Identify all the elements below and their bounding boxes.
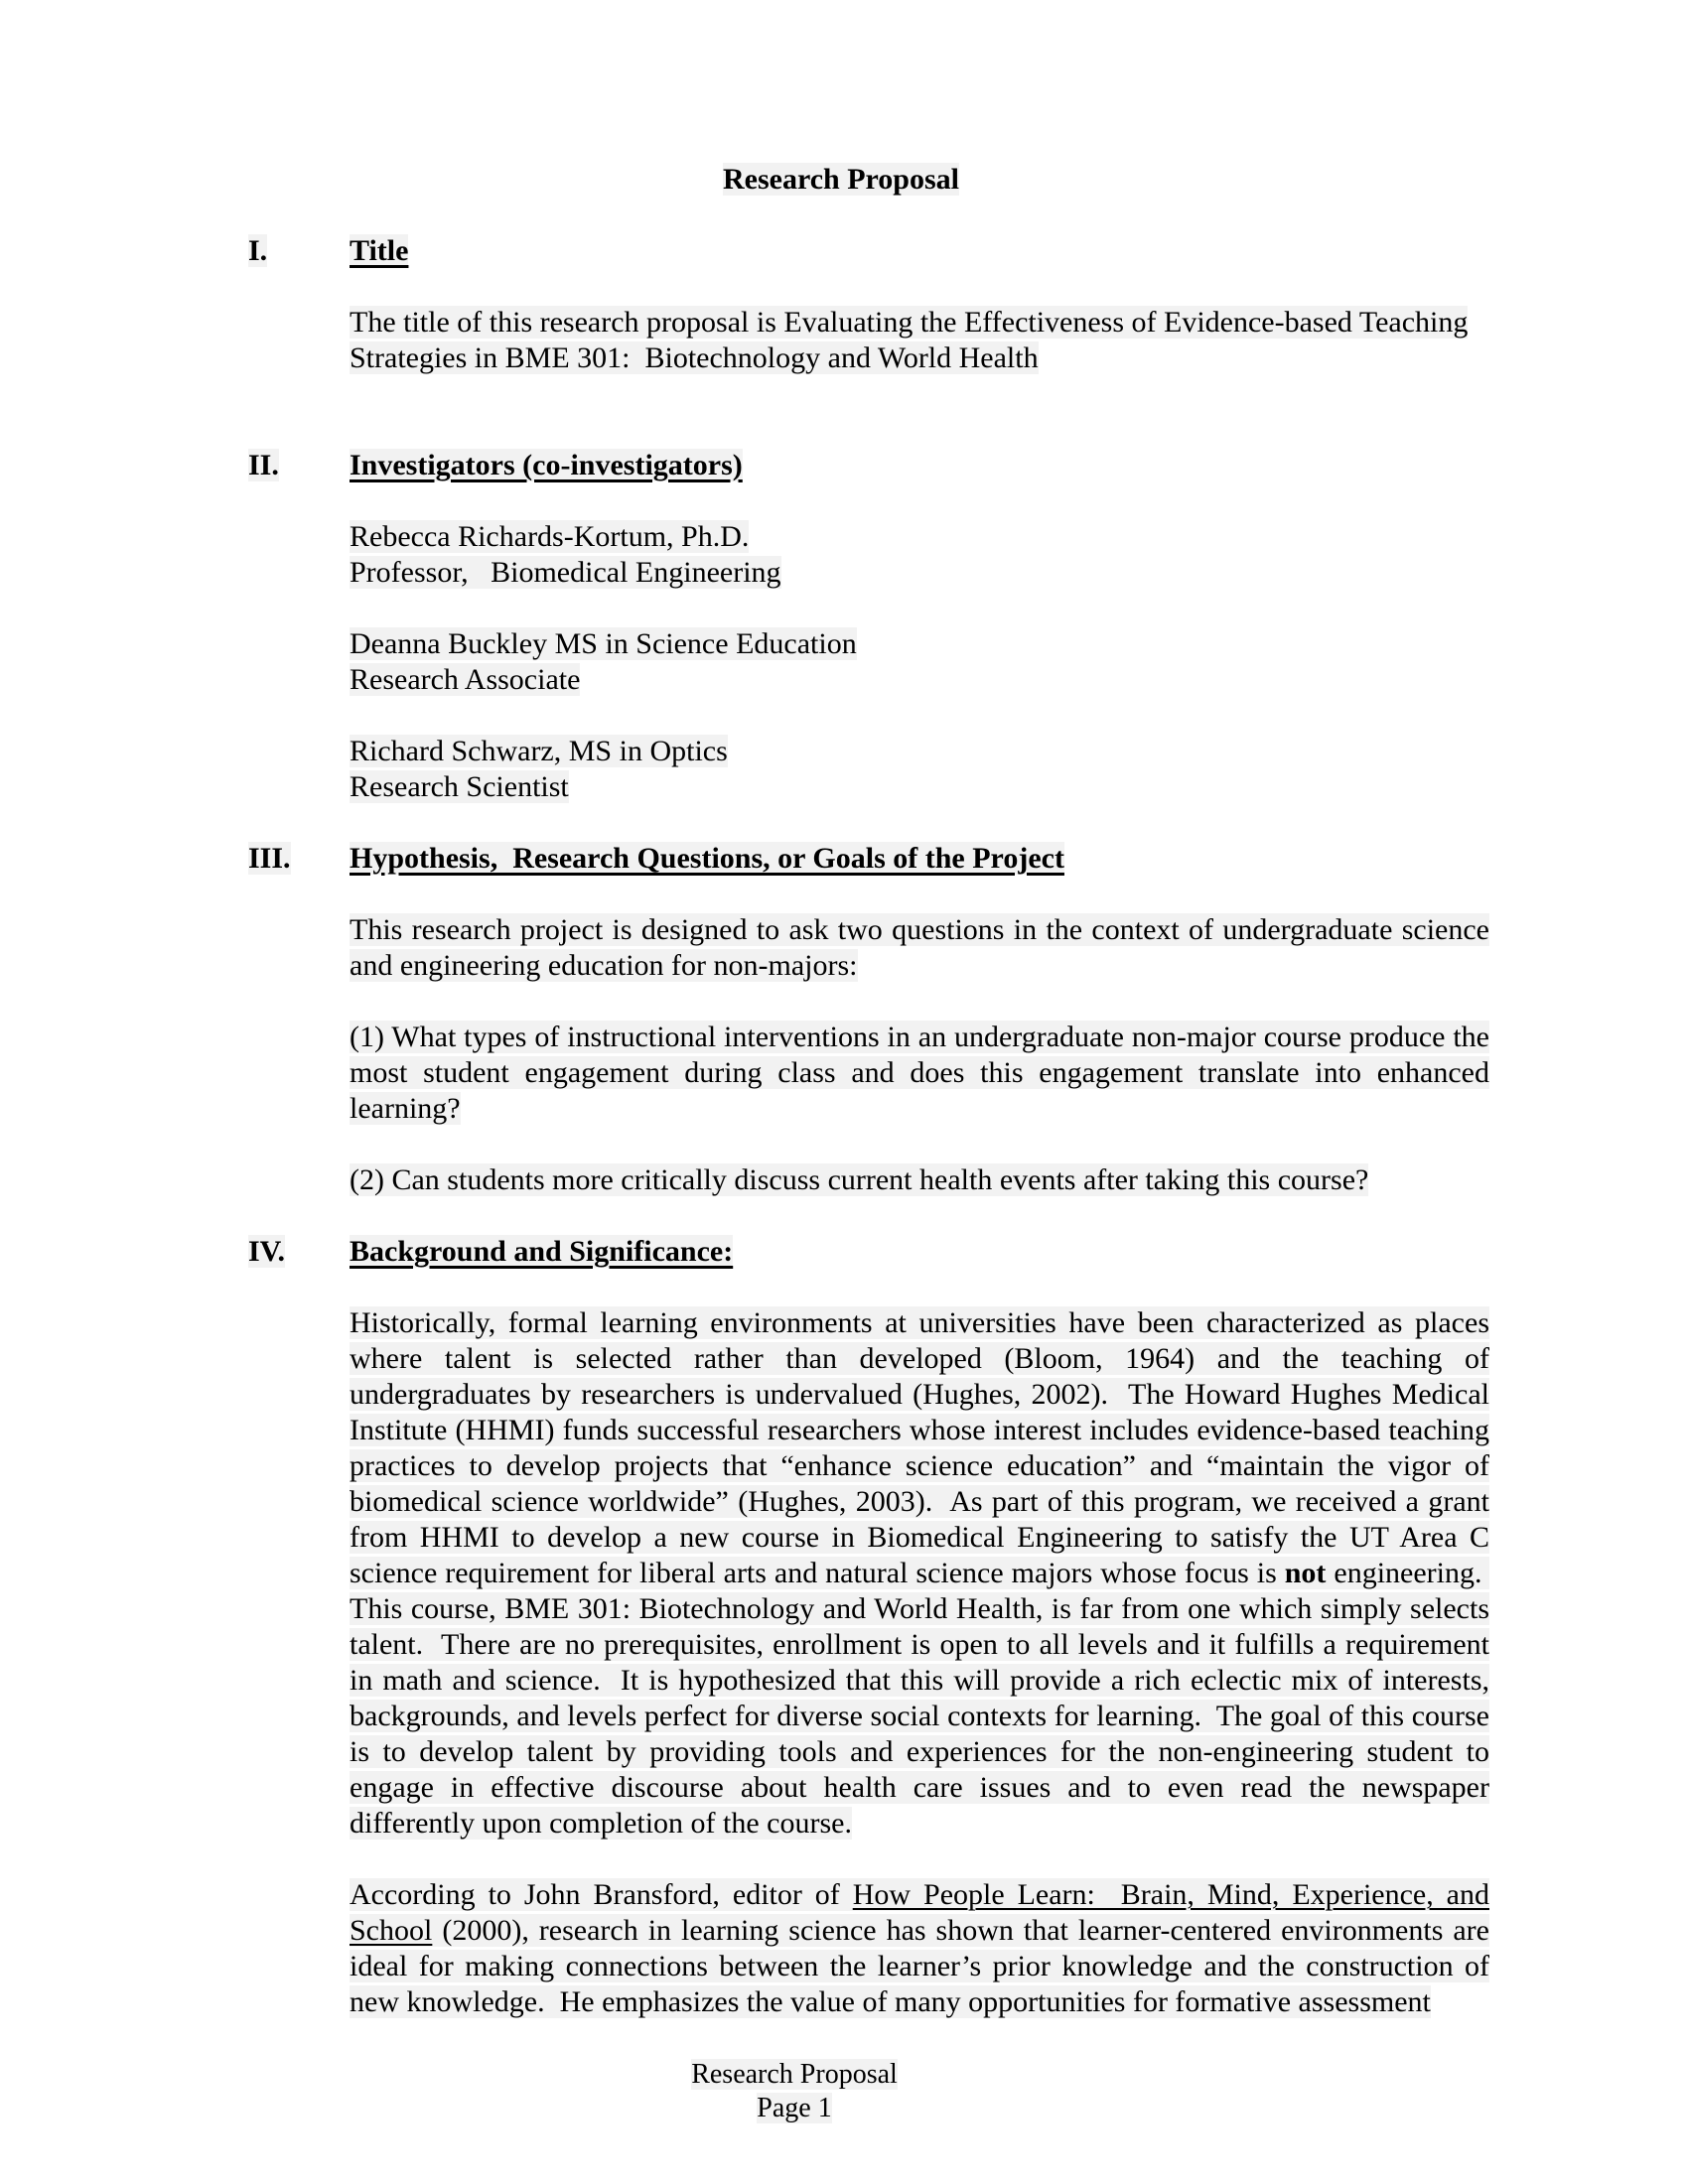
background-paragraph-2-text — [350, 1878, 1489, 2018]
investigator-2-role-text: Research Associate — [350, 663, 581, 696]
hypothesis-intro-paragraph — [350, 912, 1489, 984]
background-paragraph-1-text — [350, 1306, 1489, 1840]
section-hypothesis-heading-row — [248, 841, 1489, 877]
hypothesis-intro-text: This research project is designed to ask two questions in the context of undergraduate science and engineering education for non-majors: — [350, 913, 1489, 982]
investigator-2 — [350, 626, 1489, 698]
section-investigators-heading-row — [248, 448, 1489, 483]
investigator-2-role — [350, 662, 1489, 698]
section-investigators-heading: Investigators (co-investigators) — [350, 449, 743, 481]
background-paragraph-2-part-1: According to John Bransford, editor of — [350, 1878, 853, 1911]
section-background-numeral-text: IV. — [248, 1235, 285, 1268]
section-background-heading-row — [248, 1234, 1489, 1270]
footer-doc-name — [174, 2058, 1415, 2092]
section-title-paragraph-text: The title of this research proposal is Evaluating the Effectiveness of Evidence-based Teaching Strategies in BME 301: Biotechnology and World Health — [350, 306, 1469, 374]
investigator-1-role-text: Professor, Biomedical Engineering — [350, 556, 781, 589]
section-title-heading-row — [248, 233, 1489, 269]
footer-page-number — [174, 2092, 1415, 2125]
investigator-3-name — [350, 734, 1489, 769]
footer-page-number-text: Page 1 — [757, 2093, 832, 2123]
section-title-numeral — [248, 233, 350, 269]
investigator-2-name — [350, 626, 1489, 662]
section-title-paragraph — [350, 305, 1489, 376]
section-background-heading: Background and Significance: — [350, 1235, 734, 1268]
hypothesis-question-1-text: (1) What types of instructional interventions in an undergraduate non-major course produce the most student engagement during class and does this engagement translate into enhanced learning? — [350, 1021, 1489, 1125]
investigator-3 — [350, 734, 1489, 805]
hypothesis-question-2-text: (2) Can students more critically discuss current health events after taking this course? — [350, 1163, 1369, 1196]
section-background-numeral — [248, 1234, 350, 1270]
section-title-heading: Title — [350, 234, 409, 267]
page-footer — [174, 2058, 1415, 2125]
background-paragraph-2 — [350, 1877, 1489, 2020]
footer-doc-name-text: Research Proposal — [691, 2059, 898, 2090]
section-hypothesis-numeral — [248, 841, 350, 877]
hypothesis-question-1 — [350, 1020, 1489, 1127]
background-paragraph-1-part-2: engineering. This course, BME 301: Biotechnology and World Health, is far from one which simply selects talent. There are no prerequisites, enrollment is open to all levels and it fulfills a requirement in math and science. It is hypothesized that this will provide a rich eclectic mix of interests, backgrounds, and levels perfect for diverse social contexts for learning. The goal of this course is to develop talent by providing tools and experiences for the non-engineering student to engage in effective discourse about health care issues and to even read the newspaper differently upon completion of the course. — [350, 1557, 1489, 1840]
investigator-3-name-text: Richard Schwarz, MS in Optics — [350, 735, 728, 767]
investigator-1-name-text: Rebecca Richards-Kortum, Ph.D. — [350, 520, 750, 553]
investigator-1-role — [350, 555, 1489, 591]
section-hypothesis-numeral-text: III. — [248, 842, 291, 875]
document-title-text: Research Proposal — [722, 163, 960, 196]
section-investigators-numeral-text: II. — [248, 449, 279, 481]
document-title — [220, 162, 1462, 198]
investigator-1 — [350, 519, 1489, 591]
hypothesis-question-2 — [350, 1162, 1489, 1198]
background-paragraph-1-part-1: Historically, formal learning environments at universities have been characterized as places where talent is selected rather than developed (Bloom, 1964) and the teaching of undergraduates by researchers is undervalued (Hughes, 2002). The Howard Hughes Medical Institute (HHMI) funds successful researchers whose interest includes evidence-based teaching practices to develop projects that “enhance science education” and “maintain the vigor of biomedical science worldwide” (Hughes, 2003). As part of this program, we received a grant from HHMI to develop a new course in Biomedical Engineering to satisfy the UT Area C science requirement for liberal arts and natural science majors whose focus is — [350, 1306, 1489, 1589]
section-title-numeral-text: I. — [248, 234, 268, 267]
background-paragraph-2-part-2: (2000), research in learning science has shown that learner-centered environments are ideal for making connections between the learner’s prior knowledge and the construction of new knowledge. He emphasizes the value of many opportunities for formative assessment — [350, 1914, 1489, 2018]
background-paragraph-1 — [350, 1305, 1489, 1842]
investigator-3-role-text: Research Scientist — [350, 770, 569, 803]
investigator-3-role — [350, 769, 1489, 805]
background-paragraph-1-emphasis: not — [1284, 1557, 1327, 1589]
background-paragraph-2-book-title: How People Learn: Brain, Mind, Experience, and School — [350, 1878, 1489, 1947]
investigator-1-name — [350, 519, 1489, 555]
investigator-2-name-text: Deanna Buckley MS in Science Education — [350, 627, 857, 660]
section-hypothesis-heading: Hypothesis, Research Questions, or Goals of the Project — [350, 842, 1064, 875]
section-investigators-numeral — [248, 448, 350, 483]
